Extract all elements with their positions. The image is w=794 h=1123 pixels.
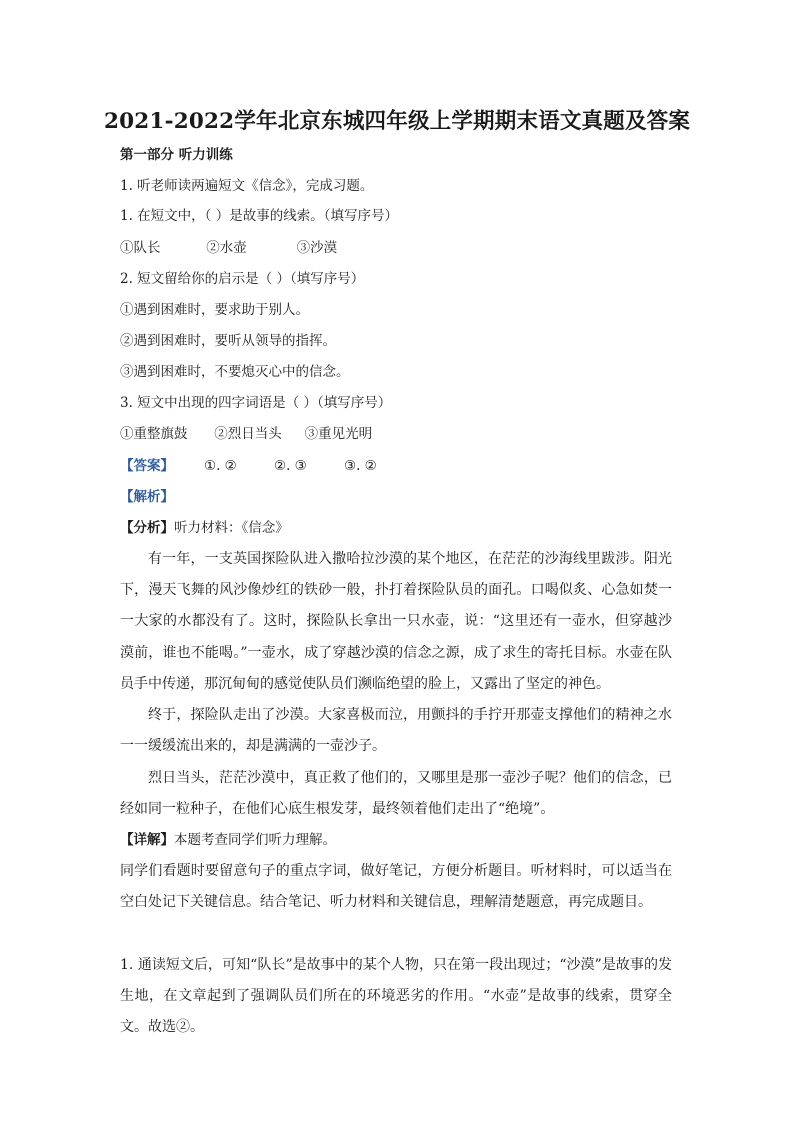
answer-value: ③. ② — [344, 458, 377, 474]
question-1: 1. 在短文中，（ ）是故事的线索。（填写序号） — [120, 208, 398, 224]
question-2: 2. 短文留给你的启示是（ ）（填写序号） — [120, 271, 365, 287]
fenxi-label: 【分析】 — [120, 520, 174, 536]
question-3-options — [120, 425, 372, 443]
story-paragraph-2: 终于，探险队走出了沙漠。大家喜极而泣，用颤抖的手拧开那壶支撑他们的精神之水一一缓缓流出来的，却是满满的一壶沙子。 — [120, 707, 672, 755]
xiangjie-line — [120, 831, 336, 849]
question-2-option: ①遇到困难时，要求助于别人。 — [120, 302, 309, 318]
question-2-option: ③遇到困难时，不要熄灭心中的信念。 — [120, 364, 350, 380]
detail-paragraph-2: 1. 通读短文后，可知“队长”是故事中的某个人物，只在第一段出现过；“沙漠”是故事的发生地，在文章起到了强调队员们所在的环境恶劣的作用。“水壶”是故事的线索，贯穿全文。故选②。 — [120, 957, 672, 1036]
answer-value: ①. ② — [204, 458, 237, 474]
option-text: ①重整旗鼓 — [120, 426, 188, 442]
option-text: ③重见光明 — [304, 426, 373, 442]
option-text: ②烈日当头 — [214, 426, 282, 442]
option-text: ①队长 — [120, 240, 161, 256]
fenxi-text: 听力材料：《信念》 — [174, 520, 289, 536]
option-text: ③沙漠 — [296, 240, 338, 256]
fenxi-line — [120, 519, 289, 537]
answer-value: ②. ③ — [274, 458, 307, 474]
story-paragraph-3: 烈日当头，茫茫沙漠中，真正救了他们的，又哪里是那一壶沙子呢？他们的信念，已经如同一粒种子，在他们心底生根发芽，最终领着他们走出了“绝境”。 — [120, 770, 672, 818]
question-1-options — [120, 239, 337, 257]
story-paragraph-1: 有一年，一支英国探险队进入撒哈拉沙漠的某个地区，在茫茫的沙海线里跋涉。阳光下，漫天飞舞的风沙像炒红的铁砂一般，扑打着探险队员的面孔。口喝似炙、心急如焚一一大家的水都没有了。这时，探险队长拿出一只水壶，说：“这里还有一壶水，但穿越沙漠前，谁也不能喝。”一壶水，成了穿越沙漠的信念之源，成了求生的寄托目标。水壶在队员手中传递，那沉甸甸的感觉使队员们濒临绝望的脸上，又露出了坚定的神色。 — [120, 551, 672, 692]
section-heading: 第一部分 听力训练 — [120, 147, 233, 163]
option-text: ②水壶 — [206, 240, 247, 256]
analysis-label: 【解析】 — [120, 489, 174, 505]
detail-paragraph-1: 同学们看题时要留意句子的重点字词，做好笔记，方便分析题目。听材料时，可以适当在空白处记下关键信息。结合笔记、听力材料和关键信息，理解清楚题意，再完成题目。 — [120, 863, 672, 911]
instruction-text: 1. 听老师读两遍短文《信念》，完成习题。 — [120, 178, 374, 194]
document-title: 2021-2022学年北京东城四年级上学期期末语文真题及答案 — [103, 109, 691, 134]
question-2-option: ②遇到困难时，要听从领导的指挥。 — [120, 333, 336, 349]
answer-line — [120, 457, 377, 475]
xiangjie-text: 本题考查同学们听力理解。 — [174, 832, 336, 848]
question-3: 3. 短文中出现的四字词语是（ ）（填写序号） — [120, 395, 392, 411]
answer-label: 【答案】 — [120, 458, 174, 474]
xiangjie-label: 【详解】 — [120, 832, 174, 848]
